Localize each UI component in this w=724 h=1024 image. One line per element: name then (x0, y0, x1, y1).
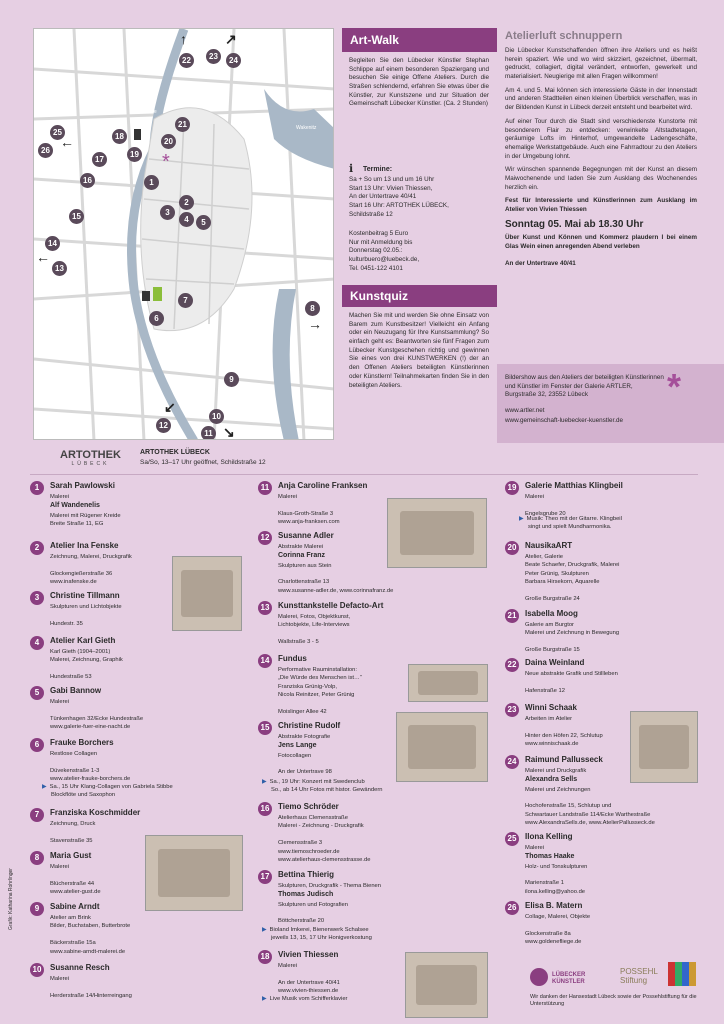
entry-line: Hochofenstraße 15, Schlutup und (525, 803, 612, 810)
entry-name: Sarah Pawlowski (50, 481, 115, 490)
map-pin-6[interactable]: 6 (149, 311, 164, 326)
map-pin-13[interactable]: 13 (52, 261, 67, 276)
entry-number-badge: 22 (505, 658, 519, 672)
entry-line: Glockenstraße 8a (525, 930, 571, 937)
entry-details (50, 820, 95, 845)
entry-name: Frauke Borchers (50, 738, 114, 747)
entry-number-badge: 25 (505, 832, 519, 846)
photo-schaak (630, 711, 698, 783)
entry-name: Sabine Arndt (50, 902, 100, 911)
entry-line (50, 828, 95, 836)
entry-line: Skulpturen aus Stein (278, 562, 332, 569)
map-pin-18[interactable]: 18 (112, 129, 127, 144)
entry-name: Gabi Bannow (50, 686, 102, 695)
entry-line: Restlose Collagen (50, 751, 98, 757)
entry-line (525, 871, 587, 879)
entry-line: Alf Wandenelis (50, 502, 100, 510)
entry-line: Hafenstraße 12 (525, 687, 565, 694)
entry-name: Isabella Moog (525, 609, 578, 618)
atelierluft-body (505, 47, 697, 269)
entry-details (525, 553, 619, 603)
arrow-down-left-icon: ↙ (164, 399, 176, 415)
artwalk-text: Begleiten Sie den Lübecker Künstler Stephan Schlippe auf einem besonderen Spaziergang und besuchen Sie einige Offene Ateliers. Durch die Straßen schlendernd, erfahren Sie etwas über die Künstler, zur Kunstszene und zur Situation der Gemeinschaft Lübecker Künstler. (Ca. 2 Stunden) (349, 57, 489, 108)
entry-line: Schwartauer Landstraße 114/Ecke Warthestraße (525, 811, 651, 818)
photo-thiessen (405, 952, 488, 1018)
entry-name: Franziska Koschmidder (50, 808, 141, 817)
entry-number-badge: 10 (30, 963, 44, 977)
artothek-logo (60, 449, 121, 467)
photo-atelier-fenske (172, 556, 242, 631)
termine-line: An der Untertrave 40/41 (349, 193, 417, 201)
entry-name: NausikaART (525, 541, 573, 550)
entry-line: Malerei, Fotos, Objektkunst, (278, 614, 351, 620)
entry-line: Bäckerstraße 15a (50, 940, 96, 947)
map-pin-14[interactable]: 14 (45, 236, 60, 251)
entry-line: Franziska Grünig-Volp, (278, 683, 337, 690)
entry-line: Malerei und Zeichnung in Bewegung (525, 630, 620, 637)
entry-link[interactable]: www.sabine-arndt-malerei.de (50, 948, 126, 955)
entry-details (50, 698, 143, 732)
event-note-17 (262, 926, 372, 943)
map-pin-19[interactable]: 19 (127, 147, 142, 162)
artothek-info: Sa/So, 13–17 Uhr geöffnet, Schildstraße 12 (140, 459, 266, 466)
entry-details (525, 670, 618, 695)
entry-number-badge: 13 (258, 601, 272, 615)
termine-line: Sa + So um 13 und um 16 Uhr (349, 176, 435, 183)
entry-number-badge: 23 (505, 703, 519, 717)
entry-details (50, 975, 132, 1000)
entry-details (278, 882, 381, 926)
entry-line: Arbeiten im Atelier (525, 716, 573, 722)
entry-line: Thomas Judisch (278, 891, 334, 899)
map-pin-16[interactable]: 16 (80, 173, 95, 188)
entry-number-badge: 6 (30, 738, 44, 752)
entry-line: Malerei - Zeichnung - Druckgrafik (278, 823, 364, 830)
event-note-18 (262, 995, 347, 1003)
artothek-logo-sub: LÜBECK (71, 461, 110, 467)
entry-line: Malerei (50, 699, 70, 705)
entry-line (525, 638, 619, 646)
entry-line: Malerei (278, 963, 298, 969)
entry-line: Malerei (50, 864, 70, 870)
entry-link[interactable]: www.tiemoschroeder.de (278, 848, 340, 855)
map-pin-7[interactable]: 7 (178, 293, 193, 308)
entry-details (50, 648, 123, 682)
artwalk-header (342, 28, 497, 52)
entry-number-badge: 9 (30, 902, 44, 916)
event-note-6 (42, 783, 173, 800)
entry-link[interactable]: www.susanne-adler.de, www.corinnafranz.de (278, 587, 394, 594)
cost-phone: Tel. 0451-122 4101 (349, 264, 403, 272)
graphic-credit: Grafik: Katharina Rohrlinger (8, 868, 14, 930)
artothek-logo-text: ARTOTHEK (60, 449, 121, 461)
entry-line (50, 983, 132, 991)
entry-line: Große Burgstraße 24 (525, 595, 580, 602)
entry-line (525, 794, 655, 802)
entry-line: Malerei (50, 494, 70, 500)
entry-line: Bilder, Buchstaben, Butterbrote (50, 923, 131, 930)
map-pin-24[interactable]: 24 (226, 53, 241, 68)
entry-line: Galerie am Burgtor (525, 622, 574, 628)
entry-line: An der Untertrave 40/41 (278, 979, 340, 986)
entry-name: Daina Weinland (525, 658, 585, 667)
entry-line: Wallstraße 3 - 5 (278, 639, 319, 646)
entry-details (278, 543, 393, 595)
thanks-text: Wir danken der Hansestadt Lübeck sowie der Possehlstiftung für die Unterstützung (530, 994, 697, 1008)
entry-line: Karl Gieth (1904–2001) (50, 649, 111, 655)
city-map (33, 28, 334, 440)
entry-line (278, 700, 362, 708)
entry-line (525, 921, 590, 929)
entry-line (278, 501, 340, 509)
termine-label: Termine: (363, 166, 393, 173)
entry-line: Collage, Malerei, Objekte (525, 914, 591, 920)
entry-details (50, 603, 122, 628)
entry-line: An der Untertrave 98 (278, 769, 332, 776)
entry-link[interactable]: www.atelier-gust.de (50, 889, 101, 896)
map-pin-5[interactable]: 5 (196, 215, 211, 230)
atelierluft-paragraph: Am 4. und 5. Mai können sich interessierte Gäste in der Innenstadt und anderen Stadtteilen einen kleinen Überblick verschaffen, was in der Bildenden Kunst in Lübeck derzeit entsteht und bearbeitet wird. (505, 86, 697, 112)
entry-number-badge: 12 (258, 531, 272, 545)
map-pin-21[interactable]: 21 (175, 117, 190, 132)
entry-number-badge: 18 (258, 950, 272, 964)
divider (30, 474, 698, 475)
map-pin-11[interactable]: 11 (201, 426, 216, 440)
entry-number-badge: 19 (505, 481, 519, 495)
note-line: singt und spielt Mundharmonika. (528, 524, 612, 531)
entry-line (525, 723, 603, 731)
entry-link[interactable]: www.atelier-frauke-borchers.de (50, 776, 131, 783)
entry-line (278, 630, 350, 638)
quiz-text: Machen Sie mit und werden Sie ohne Einsatz von Barem zum Kunstbesitzer! Vielleicht ein Anfang oder ein Neuzugang für Ihre Kunstsammlung? So einfach geht es: Beantworten sie fünf Fragen zum Lübecker Kunstgeschehen richtig und gewinnen Sie eines von drei KUNSTWERKEN (!) der an den Offenen Ateliers beteiligten Künstlerinnen oder Künstlern! Teilnahmekarten finden Sie in den beteiligten Ateliers. (349, 312, 489, 389)
entry-details (525, 715, 603, 749)
event-note-15 (262, 778, 382, 795)
entry-line: Herderstraße 14/Hinterreingang (50, 992, 132, 999)
entry-line: Clemensstraße 3 (278, 840, 323, 847)
sponsor-logo-text: LÜBECKER KÜNSTLER (552, 972, 586, 985)
fest-invitation: Fest für Interessierte und Künstlerinnen zum Ausklang im Atelier von Vivien Thiessen (505, 197, 697, 213)
entry-details (50, 750, 130, 784)
entry-number-badge: 16 (258, 802, 272, 816)
entry-line (278, 760, 332, 768)
entry-line: Zeichnung, Druck (50, 821, 96, 827)
termine-line: Start 16 Uhr: ARTOTHEK LÜBECK, (349, 202, 449, 210)
entry-line (50, 871, 101, 879)
entry-line (525, 678, 618, 686)
termine-line: Schildstraße 12 (349, 210, 393, 218)
entry-line (50, 665, 123, 673)
entry-number-badge: 4 (30, 636, 44, 650)
entry-details (525, 913, 590, 947)
info-icon: ℹ (349, 163, 354, 175)
entry-number-badge: 17 (258, 870, 272, 884)
entry-link[interactable]: www.atelierhaus-clemensstrasse.de (278, 856, 371, 863)
entry-line: Moislinger Allee 42 (278, 708, 327, 715)
note-line: So., ab 14 Uhr Fotos mit histor. Gewändern (271, 787, 383, 794)
note-line: Sa., 19 Uhr: Konzert mit Swedenclub (269, 779, 365, 785)
entry-line: Düvekenstraße 1-3 (50, 767, 100, 774)
fest-place: An der Untertrave 40/41 (505, 259, 576, 267)
entry-line: Peter Grünig, Skulpturen (525, 570, 589, 577)
entry-number-badge: 14 (258, 654, 272, 668)
entry-number-badge: 24 (505, 755, 519, 769)
entry-name: Christine Rudolf (278, 721, 341, 730)
entry-link[interactable]: www.winnischaak.de (525, 741, 579, 748)
entry-line: Malerei, Zeichnung, Graphik (50, 657, 123, 664)
entry-line (525, 501, 566, 509)
entry-details (278, 962, 340, 996)
entry-number-badge: 11 (258, 481, 272, 495)
entry-details (50, 914, 130, 956)
map-pin-4[interactable]: 4 (179, 212, 194, 227)
entry-name: Galerie Matthias Klingbeil (525, 481, 623, 490)
entry-details (278, 666, 362, 716)
entry-link[interactable]: www.vivien-thiessen.de (278, 988, 339, 995)
entry-line: Barbara Hirsekorn, Aquarelle (525, 579, 600, 586)
note-line: Blockflöte und Saxophon (51, 792, 116, 799)
cost-line: Nur mit Anmeldung bis (349, 238, 413, 246)
entry-name: Tiemo Schröder (278, 802, 339, 811)
artler-link[interactable]: www.artler.net (505, 407, 545, 414)
entry-link[interactable]: www.galerie-fuer-eine-nacht.de (50, 724, 131, 731)
entry-line: Malerei mit Rügener Kreide (50, 512, 121, 519)
gemeinschaft-link[interactable]: www.gemeinschaft-luebecker-kuenstler.de (505, 417, 623, 424)
entry-link[interactable]: www.AlexandraSells.de, www.AtelierPallusseck.de (525, 820, 655, 827)
artler-asterisk-marker: * (162, 151, 170, 173)
map-pin-9[interactable]: 9 (224, 372, 239, 387)
entry-name: Kunsttankstelle Defacto-Art (278, 601, 384, 610)
entry-line (525, 587, 619, 595)
entry-line: Jens Lange (278, 742, 317, 750)
entry-line: Atelierhaus Clemensstraße (278, 815, 348, 821)
quiz-title: Kunstquiz (342, 285, 497, 307)
entry-line: „Die Würde des Menschen ist…“ (278, 675, 362, 682)
entry-line: Breite Straße 11, EG (50, 520, 104, 527)
entry-link[interactable]: www.inafenske.de (50, 579, 97, 586)
river-label-wakenitz: Wakenitz (296, 125, 317, 131)
map-pin-26[interactable]: 26 (38, 143, 53, 158)
entry-line: Malerei (525, 845, 545, 851)
possehl-logo: POSSEHL Stiftung (620, 967, 658, 985)
entry-line: Tünkenhagen 32/Ecke Hundestraße (50, 715, 144, 722)
entry-line: Böttcherstraße 20 (278, 918, 325, 925)
entry-number-badge: 1 (30, 481, 44, 495)
entry-name: Atelier Karl Gieth (50, 636, 116, 645)
entry-line (278, 909, 381, 917)
entry-link[interactable]: www.anja-franksen.com (278, 519, 340, 526)
arrow-up-right-icon: ↗ (225, 31, 237, 47)
termine-line: Start 13 Uhr: Vivien Thiessen, (349, 184, 433, 192)
entry-line (50, 561, 132, 569)
fest-date: Sonntag 05. Mai ab 18.30 Uhr (505, 218, 644, 230)
entry-number-badge: 21 (505, 609, 519, 623)
entry-details (278, 733, 332, 777)
entry-line: Skulpturen und Lichtobjekte (50, 604, 122, 610)
entry-number-badge: 8 (30, 851, 44, 865)
arrow-down-right-icon: ↘ (223, 424, 235, 440)
photo-atelier-gust (145, 835, 243, 911)
entry-details (50, 553, 132, 587)
entry-line: Malerei (278, 494, 298, 500)
entry-line: Atelier am Brink (50, 915, 91, 921)
entry-line: Glockengießerstraße 36 (50, 570, 113, 577)
entry-number-badge: 2 (30, 541, 44, 555)
entry-name: Fundus (278, 654, 307, 663)
note-line: Sa., 15 Uhr Klang-Collagen von Gabriela Stibbe (49, 784, 173, 790)
entry-number-badge: 7 (30, 808, 44, 822)
arrow-up-icon: ↑ (180, 31, 187, 47)
atelierluft-title: Atelierluft schnuppern (505, 30, 623, 42)
entry-number-badge: 5 (30, 686, 44, 700)
map-pin-10[interactable]: 10 (209, 409, 224, 424)
entry-line: Engelsgrube 20 (525, 510, 566, 517)
entry-name: Bettina Thierig (278, 870, 335, 879)
entry-name: Elisa B. Matern (525, 901, 583, 910)
photo-atelier-adler (387, 498, 487, 568)
entry-line: Charlottenstraße 13 (278, 579, 330, 586)
cost-info (349, 230, 489, 273)
map-pin-3[interactable]: 3 (160, 205, 175, 220)
entry-details (50, 863, 101, 897)
atelierluft-paragraph: Die Lübecker Kunstschaffenden öffnen ihre Ateliers und es heißt herein spaziert. Wie und wo wird skizziert, gezeichnet, übermalt, gedruckt, collagiert, digital verändert, entworfen, gewerkelt und materialisiert. Neugierige mit allen Fragen willkommen! (505, 47, 697, 81)
entry-line: Beate Schaefer, Druckgrafik, Malerei (525, 562, 620, 569)
map-pin-1[interactable]: 1 (144, 175, 159, 190)
entry-name: Susanne Adler (278, 531, 334, 540)
entry-line: Fotocollagen (278, 752, 312, 759)
note-line: Live Musik vom Schifferklavier (269, 996, 348, 1002)
event-note-19 (519, 515, 622, 532)
map-pin-20[interactable]: 20 (161, 134, 176, 149)
entry-line: Atelier, Galerie (525, 554, 564, 560)
entry-line: Thomas Haake (525, 853, 575, 861)
entry-number-badge: 3 (30, 591, 44, 605)
entry-line: Hinter den Höfen 22, Schlutup (525, 732, 603, 739)
map-pin-2[interactable]: 2 (179, 195, 194, 210)
arrow-right-icon: → (308, 316, 322, 332)
arrow-left-icon: ← (60, 134, 74, 150)
entry-line (278, 831, 370, 839)
asterisk-icon: * (667, 366, 682, 407)
entry-link[interactable]: www.goldenefliege.de (525, 939, 582, 946)
entry-name: Ilona Kelling (525, 832, 573, 841)
atelierluft-paragraph: Auf einer Tour durch die Stadt sind verschiedenste Kunstorte mit besonderem Flair zu entdecken: verwinkelte Altstadtetagen, geräumige Lofts im Hinterhof, umgewandelte Ladengeschäfte, ehemalige Werkstattgebäude. Auch eine Fahrradtour zu den Ateliers in der Umgebung lohnt. (505, 117, 697, 160)
entry-number-badge: 15 (258, 721, 272, 735)
entry-line: Zeichnung, Malerei, Druckgrafik (50, 554, 132, 560)
termine-list (349, 176, 489, 219)
map-pin-8[interactable]: 8 (305, 301, 320, 316)
map-pin-17[interactable]: 17 (92, 152, 107, 167)
entry-line (50, 706, 143, 714)
entry-details (525, 844, 587, 896)
entry-line: Marienstraße 1 (525, 880, 564, 887)
entry-line: Malerei und Druckgrafik (525, 768, 587, 774)
entry-line: Performative Rauminstallation: (278, 667, 357, 673)
entry-line (278, 570, 393, 578)
entry-line: Alexandra Sells (525, 776, 578, 784)
entry-line: Malerei (525, 494, 545, 500)
entry-line: Stavenstraße 35 (50, 837, 93, 844)
entry-line: Neue abstrakte Grafik und Stillleben (525, 671, 618, 677)
map-pin-12[interactable]: 12 (156, 418, 171, 433)
entry-line (50, 611, 122, 619)
map-pin-22[interactable]: 22 (179, 53, 194, 68)
river-label-trave: Trave (144, 109, 157, 115)
entry-line (50, 758, 130, 766)
entry-number-badge: 26 (505, 901, 519, 915)
entry-line: Klaus-Groth-Straße 3 (278, 510, 334, 517)
entry-line: Lichtobjekte, Life-Interviews (278, 622, 350, 629)
entry-name: Anja Caroline Franksen (278, 481, 368, 490)
atelierluft-paragraph: Wir wünschen spannende Begegnungen mit der Kunst an diesem Maiwochenende und laden Sie zum Ausklang des Wochenendes herzlich ein. (505, 166, 697, 191)
map-pin-23[interactable]: 23 (206, 49, 221, 64)
map-pin-25[interactable]: 25 (50, 125, 65, 140)
entry-line: Corinna Franz (278, 552, 326, 560)
entry-name: Atelier Ina Fenske (50, 541, 119, 550)
cost-email-link[interactable]: kulturbuero@luebeck.de, (349, 256, 420, 264)
entry-line: Skulpturen, Druckgrafik - Thema Bienen (278, 883, 381, 889)
entry-line: Holz- und Tonskulpturen (525, 863, 588, 870)
entry-name: Vivien Thiessen (278, 950, 339, 959)
entry-details (278, 814, 370, 864)
street-map-graphic (34, 29, 334, 440)
entry-line: Abstrakte Malerei (278, 544, 324, 550)
note-line: Bioland Imkerei, Bienenwerk Schalsee (269, 927, 369, 933)
art-walk-marker (134, 129, 141, 140)
entry-details (278, 493, 340, 527)
photo-fundus (408, 664, 488, 702)
entry-details (525, 621, 619, 655)
artwalk-title: Art-Walk (342, 28, 497, 52)
entry-details (50, 493, 121, 528)
entry-number-badge: 20 (505, 541, 519, 555)
fest-description: Über Kunst und Können und Kommerz plaudern I bei einem Glas Wein einen anregenden Abend verleben (505, 234, 697, 251)
entry-line: Nicola Reinitzer, Peter Grünig (278, 692, 355, 699)
entry-name: Christine Tillmann (50, 591, 120, 600)
entry-line: Malerei (50, 976, 70, 982)
sponsor-emblem-icon (530, 968, 548, 986)
entry-details (278, 613, 350, 647)
map-pin-15[interactable]: 15 (69, 209, 84, 224)
bildershow-box (497, 364, 724, 443)
entry-line: Abstrakte Fotografie (278, 734, 331, 740)
entry-name: Winni Schaak (525, 703, 577, 712)
entry-link[interactable]: ilona.kelling@yahoo.de (525, 888, 586, 895)
photo-rudolf (396, 712, 488, 782)
entry-line: Blücherstraße 44 (50, 880, 95, 887)
bildershow-text: Bildershow aus den Ateliers der beteiligten Künstlerinnen und Künstler im Fenster der Galerie ARTLER, Burgstraße 32, 23552 Lübeck (505, 374, 664, 399)
entry-line (50, 931, 130, 939)
artothek-name: ARTOTHEK LÜBECK (140, 449, 210, 456)
cost-line: Donnerstag 02.05.: (349, 247, 403, 255)
arrow-left-icon: ← (36, 249, 50, 265)
entry-name: Susanne Resch (50, 963, 110, 972)
note-line: jeweils 13, 15, 17 Uhr Honigverkostung (271, 935, 372, 942)
entry-line: Malerei und Zeichnungen (525, 786, 591, 793)
city-logo-icon (668, 962, 696, 986)
entry-name: Maria Gust (50, 851, 92, 860)
entry-line: Hundestr. 35 (50, 620, 83, 627)
cost-line: Kostenbeitrag 5 Euro (349, 230, 409, 237)
entry-line (278, 970, 340, 978)
entry-line: Hundestraße 53 (50, 674, 92, 681)
entry-line: Skulpturen und Fotografien (278, 901, 348, 908)
note-line: Musik: Theo mit der Gitarre. Klingbeil (526, 516, 622, 522)
entry-name: Raimund Pallusseck (525, 755, 603, 764)
entry-line: Große Burgstraße 15 (525, 647, 580, 654)
